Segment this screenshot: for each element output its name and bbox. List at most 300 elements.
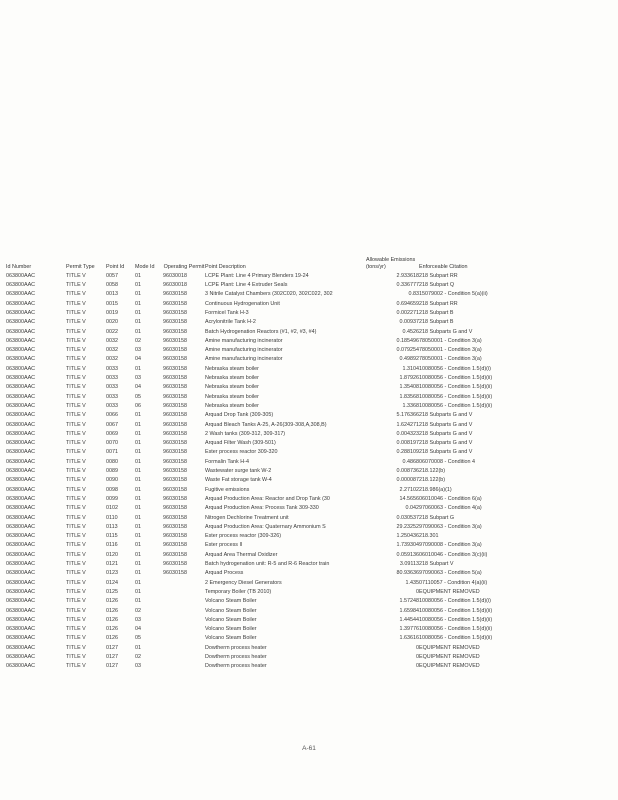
cell-allowable-emissions: 0.288109: [396, 449, 419, 456]
cell-operating-permit: 96030158: [163, 486, 187, 493]
cell-point-id: 0116: [106, 542, 118, 549]
table-row: [6, 346, 566, 355]
cell-permit-type: TITLE V: [66, 319, 86, 326]
cell-permit-type: TITLE V: [66, 272, 86, 279]
cell-id-number: 063800AAC: [6, 337, 36, 344]
cell-id-number: 063800AAC: [6, 561, 36, 568]
cell-operating-permit: 96030158: [163, 477, 187, 484]
cell-point-id: 0127: [106, 663, 118, 670]
cell-allowable-emissions: 1.3104: [402, 365, 419, 372]
cell-enforceable-citation: 218 Subpart RR: [419, 272, 458, 279]
cell-allowable-emissions: 0.008736: [396, 468, 419, 475]
cell-point-id: 0022: [106, 328, 118, 335]
table-row: [6, 281, 566, 290]
cell-mode-id: 01: [135, 282, 141, 289]
cell-allowable-emissions: 1.44544: [399, 616, 419, 623]
cell-permit-type: TITLE V: [66, 626, 86, 633]
cell-permit-type: TITLE V: [66, 282, 86, 289]
cell-allowable-emissions: 0.83: [408, 291, 419, 298]
cell-permit-type: TITLE V: [66, 616, 86, 623]
header-point-description: Point Description: [205, 264, 246, 271]
cell-permit-type: TITLE V: [66, 533, 86, 540]
cell-point-id: 0098: [106, 486, 118, 493]
table-row: [6, 393, 566, 402]
cell-permit-type: TITLE V: [66, 412, 86, 419]
cell-mode-id: 01: [135, 588, 141, 595]
cell-point-description: Arquad Area Thermal Oxidizer: [205, 551, 278, 558]
cell-operating-permit: 96030158: [163, 328, 187, 335]
cell-id-number: 063800AAC: [6, 272, 36, 279]
cell-allowable-emissions: 2.27102: [399, 486, 419, 493]
cell-permit-type: TITLE V: [66, 347, 86, 354]
cell-id-number: 063800AAC: [6, 523, 36, 530]
table-row: [6, 374, 566, 383]
cell-permit-type: TITLE V: [66, 337, 86, 344]
cell-operating-permit: 96030158: [163, 533, 187, 540]
cell-mode-id: 01: [135, 449, 141, 456]
header-mode-id: Mode Id: [135, 264, 155, 271]
cell-mode-id: 01: [135, 514, 141, 521]
cell-allowable-emissions: 1.39776: [399, 626, 419, 633]
cell-allowable-emissions: 80.93636: [396, 570, 419, 577]
cell-allowable-emissions: 1.63616: [399, 635, 419, 642]
cell-allowable-emissions: 0.059136: [396, 551, 419, 558]
cell-allowable-emissions: 0.185496: [396, 337, 419, 344]
cell-permit-type: TITLE V: [66, 310, 86, 316]
cell-permit-type: TITLE V: [66, 328, 86, 335]
cell-enforceable-citation: 218.122(b): [419, 477, 446, 484]
cell-permit-type: TITLE V: [66, 486, 86, 493]
cell-enforceable-citation: 10080056 - Condition 1.5(d)(ii): [419, 607, 493, 614]
cell-mode-id: 04: [135, 384, 141, 391]
cell-point-id: 0067: [106, 421, 118, 428]
cell-enforceable-citation: 10080056 - Condition 1.5(d)(ii): [419, 626, 493, 633]
cell-point-id: 0090: [106, 477, 118, 484]
cell-permit-type: TITLE V: [66, 440, 86, 447]
cell-enforceable-citation: EQUIPMENT REMOVED: [419, 644, 480, 651]
cell-allowable-emissions: 0: [416, 663, 419, 670]
cell-enforceable-citation: 10080056 - Condition 1.5(d)(ii): [419, 384, 493, 391]
cell-operating-permit: 96030018: [163, 282, 187, 289]
table-row: [6, 625, 566, 634]
cell-point-id: 0126: [106, 607, 118, 614]
cell-enforceable-citation: 10080056 - Condition 1.5(d)(ii): [419, 375, 493, 382]
cell-operating-permit: 96030158: [163, 495, 187, 502]
header-point-id: Point Id: [106, 264, 125, 271]
cell-mode-id: 01: [135, 272, 141, 279]
cell-point-id: 0080: [106, 458, 118, 465]
cell-id-number: 063800AAC: [6, 402, 36, 409]
cell-mode-id: 01: [135, 328, 141, 335]
cell-point-id: 0033: [106, 375, 118, 382]
cell-operating-permit: 96030158: [163, 551, 187, 558]
cell-permit-type: TITLE V: [66, 477, 86, 484]
cell-allowable-emissions: 0.079254: [396, 347, 419, 354]
cell-point-description: Nebraska steam boiler: [205, 393, 259, 400]
cell-point-description: Volcano Steam Boiler: [205, 607, 257, 614]
cell-operating-permit: 96030158: [163, 468, 187, 475]
header-enforceable-citation: Enforceable Citation: [419, 264, 468, 271]
cell-allowable-emissions: 2.933618: [396, 272, 419, 279]
cell-operating-permit: 96030158: [163, 375, 187, 382]
cell-enforceable-citation: 97090063 - Condition 3(a): [419, 523, 482, 530]
cell-point-id: 0126: [106, 635, 118, 642]
cell-allowable-emissions: 1.57248: [399, 598, 419, 605]
cell-mode-id: 01: [135, 412, 141, 419]
table-row: [6, 541, 566, 550]
cell-point-description: Dowtherm process heater: [205, 644, 267, 651]
cell-point-description: Arquad Bleach Tanks A-25, A-26(309-308,A,308,B): [205, 421, 327, 428]
cell-point-id: 0071: [106, 449, 118, 456]
table-row: [6, 634, 566, 643]
cell-enforceable-citation: 218.301: [419, 533, 439, 540]
cell-point-id: 0123: [106, 570, 118, 577]
cell-point-description: 2 Emergency Diesel Generators: [205, 579, 282, 586]
cell-mode-id: 01: [135, 598, 141, 605]
cell-id-number: 063800AAC: [6, 412, 36, 419]
table-row: [6, 430, 566, 439]
cell-mode-id: 01: [135, 570, 141, 577]
cell-mode-id: 02: [135, 607, 141, 614]
table-row: [6, 532, 566, 541]
table-row: [6, 523, 566, 532]
cell-point-description: Formalin Tank H-4: [205, 458, 249, 465]
cell-operating-permit: 96030158: [163, 393, 187, 400]
cell-enforceable-citation: 10080056 - Condition 1.5(d)(i): [419, 365, 491, 372]
cell-operating-permit: 96030158: [163, 365, 187, 372]
cell-permit-type: TITLE V: [66, 365, 86, 372]
cell-point-description: Dowtherm process heater: [205, 653, 267, 660]
cell-permit-type: TITLE V: [66, 644, 86, 651]
cell-point-id: 0033: [106, 384, 118, 391]
cell-mode-id: 03: [135, 347, 141, 354]
cell-point-id: 0033: [106, 365, 118, 372]
cell-point-description: Nebraska steam boiler: [205, 384, 259, 391]
table-row: [6, 337, 566, 346]
cell-point-description: Waste Fat storage tank W-4: [205, 477, 272, 484]
cell-operating-permit: 96030158: [163, 300, 187, 307]
cell-mode-id: 04: [135, 356, 141, 363]
cell-enforceable-citation: 97060063 - Condition 4(a): [419, 505, 482, 512]
cell-operating-permit: 96030158: [163, 449, 187, 456]
cell-point-description: Ester process reactor 309-320: [205, 449, 278, 456]
cell-allowable-emissions: 1.87926: [399, 375, 419, 382]
cell-enforceable-citation: 78050001 - Condition 3(a): [419, 337, 482, 344]
cell-point-id: 0127: [106, 653, 118, 660]
cell-mode-id: 01: [135, 430, 141, 437]
cell-enforceable-citation: 10080056 - Condition 1.5(d)(ii): [419, 402, 493, 409]
cell-mode-id: 05: [135, 635, 141, 642]
cell-mode-id: 01: [135, 523, 141, 530]
cell-point-description: Ester process reactor (309-326): [205, 533, 282, 540]
cell-point-id: 0032: [106, 347, 118, 354]
cell-point-description: Nebraska steam boiler: [205, 402, 259, 409]
cell-point-description: 3 Nitrile Catalyst Chambers (302C020, 302C022, 302: [205, 291, 333, 298]
cell-enforceable-citation: 78050001 - Condition 3(a): [419, 356, 482, 363]
cell-id-number: 063800AAC: [6, 551, 36, 558]
cell-point-description: Fugitive emissions: [205, 486, 250, 493]
cell-id-number: 063800AAC: [6, 421, 36, 428]
cell-permit-type: TITLE V: [66, 449, 86, 456]
cell-enforceable-citation: 10080056 - Condition 1.5(d)(ii): [419, 393, 493, 400]
cell-operating-permit: [163, 662, 205, 671]
table-header-row: [6, 257, 566, 272]
cell-mode-id: 01: [135, 421, 141, 428]
cell-point-description: Dowtherm process heater: [205, 663, 267, 670]
cell-id-number: 063800AAC: [6, 616, 36, 623]
cell-operating-permit: 96030158: [163, 570, 187, 577]
cell-operating-permit: 96030158: [163, 430, 187, 437]
cell-enforceable-citation: EQUIPMENT REMOVED: [419, 653, 480, 660]
cell-allowable-emissions: 0.000087: [396, 477, 419, 484]
cell-id-number: 063800AAC: [6, 533, 36, 540]
cell-point-id: 0110: [106, 514, 118, 521]
cell-point-id: 0070: [106, 440, 118, 447]
cell-allowable-emissions: 0.008197: [396, 440, 419, 447]
cell-operating-permit: 96030158: [163, 561, 187, 568]
cell-enforceable-citation: EQUIPMENT REMOVED: [419, 588, 480, 595]
cell-point-description: Arquad Production Area: Reactor and Drop Tank (30: [205, 495, 330, 502]
cell-allowable-emissions: 1.35408: [399, 384, 419, 391]
cell-point-id: 0126: [106, 598, 118, 605]
cell-mode-id: 01: [135, 644, 141, 651]
cell-permit-type: TITLE V: [66, 458, 86, 465]
cell-operating-permit: [163, 616, 205, 625]
cell-enforceable-citation: 15079002 - Condition 5(a)(ii): [419, 291, 488, 298]
cell-point-id: 0069: [106, 430, 118, 437]
cell-mode-id: 02: [135, 337, 141, 344]
header-operating-permit: Operating Permit: [163, 264, 205, 271]
table-row: [6, 458, 566, 467]
cell-permit-type: TITLE V: [66, 598, 86, 605]
cell-point-id: 0015: [106, 300, 118, 307]
cell-id-number: 063800AAC: [6, 300, 36, 307]
table-row: [6, 597, 566, 606]
table-row: [6, 365, 566, 374]
cell-operating-permit: [163, 625, 205, 634]
cell-operating-permit: 96030158: [163, 514, 187, 521]
cell-mode-id: 01: [135, 458, 141, 465]
table-row: [6, 607, 566, 616]
cell-id-number: 063800AAC: [6, 291, 36, 298]
cell-enforceable-citation: 06070008 - Condition 4: [419, 458, 476, 465]
table-row: [6, 551, 566, 560]
cell-mode-id: 01: [135, 486, 141, 493]
cell-point-id: 0102: [106, 505, 118, 512]
cell-point-id: 0120: [106, 551, 118, 558]
cell-point-description: Batch hydrogenation unit: R-5 and R-6 Reactor train: [205, 561, 330, 568]
cell-point-id: 0121: [106, 561, 118, 568]
cell-point-description: Arquad Filter Wash (309-501): [205, 440, 276, 447]
table-row: [6, 662, 566, 671]
cell-point-id: 0033: [106, 393, 118, 400]
cell-point-id: 0089: [106, 468, 118, 475]
cell-point-description: Temporary Boiler (TB 2010): [205, 588, 272, 595]
cell-enforceable-citation: 10080056 - Condition 1.5(d)(i): [419, 598, 491, 605]
cell-point-description: Volcano Steam Boiler: [205, 635, 257, 642]
table-row: [6, 355, 566, 364]
cell-mode-id: 01: [135, 495, 141, 502]
cell-permit-type: TITLE V: [66, 384, 86, 391]
cell-point-description: Continuous Hydrogenation Unit: [205, 300, 280, 307]
cell-point-description: Nebraska steam boiler: [205, 375, 259, 382]
cell-id-number: 063800AAC: [6, 607, 36, 614]
cell-enforceable-citation: 218 Subparts G and V: [419, 440, 473, 447]
cell-enforceable-citation: EQUIPMENT REMOVED: [419, 663, 480, 670]
cell-allowable-emissions: 1.739304: [396, 542, 419, 549]
cell-mode-id: 01: [135, 468, 141, 475]
cell-id-number: 063800AAC: [6, 477, 36, 484]
cell-id-number: 063800AAC: [6, 653, 36, 660]
cell-id-number: 063800AAC: [6, 644, 36, 651]
cell-point-id: 0058: [106, 282, 118, 289]
cell-point-description: Arquad Production Area: Quaternary Ammonium S: [205, 523, 326, 530]
cell-point-description: Wastewater surge tank W-2: [205, 468, 272, 475]
cell-allowable-emissions: 0.004323: [396, 430, 419, 437]
permit-table: [6, 257, 566, 672]
cell-enforceable-citation: 78050001 - Condition 3(a): [419, 347, 482, 354]
cell-point-id: 0126: [106, 616, 118, 623]
cell-operating-permit: 96030158: [163, 384, 187, 391]
cell-allowable-emissions: 29.23252: [396, 523, 419, 530]
cell-operating-permit: [163, 634, 205, 643]
cell-allowable-emissions: 3.09113: [399, 561, 419, 568]
cell-operating-permit: 96030018: [163, 272, 187, 279]
cell-id-number: 063800AAC: [6, 579, 36, 586]
header-permit-type: Permit Type: [66, 264, 95, 271]
cell-permit-type: TITLE V: [66, 570, 86, 577]
cell-point-description: Amine manufacturing incinerator: [205, 347, 283, 354]
cell-permit-type: TITLE V: [66, 430, 86, 437]
cell-permit-type: TITLE V: [66, 300, 86, 307]
cell-permit-type: TITLE V: [66, 421, 86, 428]
cell-operating-permit: 96030158: [163, 505, 187, 512]
cell-point-description: Volcano Steam Boiler: [205, 626, 257, 633]
cell-mode-id: 06: [135, 402, 141, 409]
cell-id-number: 063800AAC: [6, 365, 36, 372]
cell-id-number: 063800AAC: [6, 505, 36, 512]
cell-mode-id: 01: [135, 319, 141, 326]
cell-allowable-emissions: 1.624271: [396, 421, 419, 428]
cell-allowable-emissions: 0.49892: [399, 356, 419, 363]
table-row: [6, 579, 566, 588]
cell-mode-id: 03: [135, 616, 141, 623]
table-row: [6, 439, 566, 448]
cell-mode-id: 05: [135, 393, 141, 400]
cell-id-number: 063800AAC: [6, 440, 36, 447]
table-row: [6, 328, 566, 337]
cell-permit-type: TITLE V: [66, 561, 86, 568]
cell-mode-id: 03: [135, 663, 141, 670]
table-row: [6, 588, 566, 597]
cell-permit-type: TITLE V: [66, 514, 86, 521]
cell-operating-permit: 96030158: [163, 319, 187, 326]
cell-id-number: 063800AAC: [6, 393, 36, 400]
cell-enforceable-citation: 218 Subpart B: [419, 310, 454, 316]
cell-operating-permit: [163, 607, 205, 616]
cell-allowable-emissions: 0: [416, 653, 419, 660]
table-row: [6, 504, 566, 513]
cell-point-description: Arquad Process: [205, 570, 244, 577]
header-allowable-emissions: Allowable Emissions (tons/yr): [366, 257, 416, 271]
cell-allowable-emissions: 1.65984: [399, 607, 419, 614]
cell-enforceable-citation: 218 Subparts G and V: [419, 449, 473, 456]
cell-allowable-emissions: 0.336777: [396, 282, 419, 289]
cell-mode-id: 01: [135, 551, 141, 558]
cell-id-number: 063800AAC: [6, 663, 36, 670]
cell-operating-permit: [163, 579, 205, 588]
cell-point-description: LCPE Plant: Line 4 Primary Blenders 19-24: [205, 272, 309, 279]
cell-operating-permit: 96030158: [163, 440, 187, 447]
header-id-number: Id Number: [6, 264, 32, 271]
cell-point-id: 0126: [106, 626, 118, 633]
cell-allowable-emissions: 0: [416, 588, 419, 595]
cell-point-description: Amine manufacturing incinerator: [205, 337, 283, 344]
cell-permit-type: TITLE V: [66, 523, 86, 530]
cell-enforceable-citation: 97090008 - Condition 3(a): [419, 542, 482, 549]
cell-point-description: Amine manufacturing incinerator: [205, 356, 283, 363]
cell-permit-type: TITLE V: [66, 375, 86, 382]
cell-permit-type: TITLE V: [66, 663, 86, 670]
cell-point-description: Nebraska steam boiler: [205, 365, 259, 372]
cell-point-id: 0032: [106, 337, 118, 344]
cell-permit-type: TITLE V: [66, 653, 86, 660]
cell-enforceable-citation: 218 Subpart Q: [419, 282, 455, 289]
cell-allowable-emissions: 0.042: [405, 505, 419, 512]
cell-mode-id: 01: [135, 542, 141, 549]
cell-point-id: 0057: [106, 272, 118, 279]
cell-permit-type: TITLE V: [66, 356, 86, 363]
cell-allowable-emissions: 0.030537: [396, 514, 419, 521]
cell-point-description: Volcano Steam Boiler: [205, 616, 257, 623]
cell-allowable-emissions: 0.4526: [402, 328, 419, 335]
cell-permit-type: TITLE V: [66, 551, 86, 558]
cell-enforceable-citation: 07110057 - Condition 4(a)(ii): [419, 579, 488, 586]
cell-permit-type: TITLE V: [66, 635, 86, 642]
cell-enforceable-citation: 218 Subparts G and V: [419, 328, 473, 335]
cell-enforceable-citation: 10080056 - Condition 1.5(d)(ii): [419, 616, 493, 623]
cell-id-number: 063800AAC: [6, 486, 36, 493]
cell-point-description: Formicel Tank H-3: [205, 310, 249, 316]
cell-id-number: 063800AAC: [6, 356, 36, 363]
cell-id-number: 063800AAC: [6, 310, 36, 316]
cell-point-id: 0125: [106, 588, 118, 595]
cell-allowable-emissions: 0.4868: [402, 458, 419, 465]
cell-allowable-emissions: 14.5656: [399, 495, 419, 502]
table-row: [6, 402, 566, 411]
cell-point-description: LCPE Plant: Line 4 Extruder Seals: [205, 282, 288, 289]
cell-allowable-emissions: 0.002271: [396, 310, 419, 316]
cell-permit-type: TITLE V: [66, 402, 86, 409]
cell-id-number: 063800AAC: [6, 458, 36, 465]
table-row: [6, 560, 566, 569]
cell-enforceable-citation: 218.986(a)(1): [419, 486, 452, 493]
cell-point-description: Arquad Production Area: Process Tank 309-330: [205, 505, 319, 512]
cell-mode-id: 01: [135, 561, 141, 568]
cell-point-id: 0115: [106, 533, 118, 540]
table-row: [6, 421, 566, 430]
cell-id-number: 063800AAC: [6, 635, 36, 642]
table-row: [6, 569, 566, 578]
cell-operating-permit: [163, 597, 205, 606]
cell-allowable-emissions: 5.176366: [396, 412, 419, 419]
cell-mode-id: 01: [135, 365, 141, 372]
cell-point-id: 0066: [106, 412, 118, 419]
cell-permit-type: TITLE V: [66, 588, 86, 595]
cell-point-description: Arquad Drop Tank (309-305): [205, 412, 274, 419]
cell-point-id: 0127: [106, 644, 118, 651]
cell-enforceable-citation: 218 Subparts G and V: [419, 421, 473, 428]
